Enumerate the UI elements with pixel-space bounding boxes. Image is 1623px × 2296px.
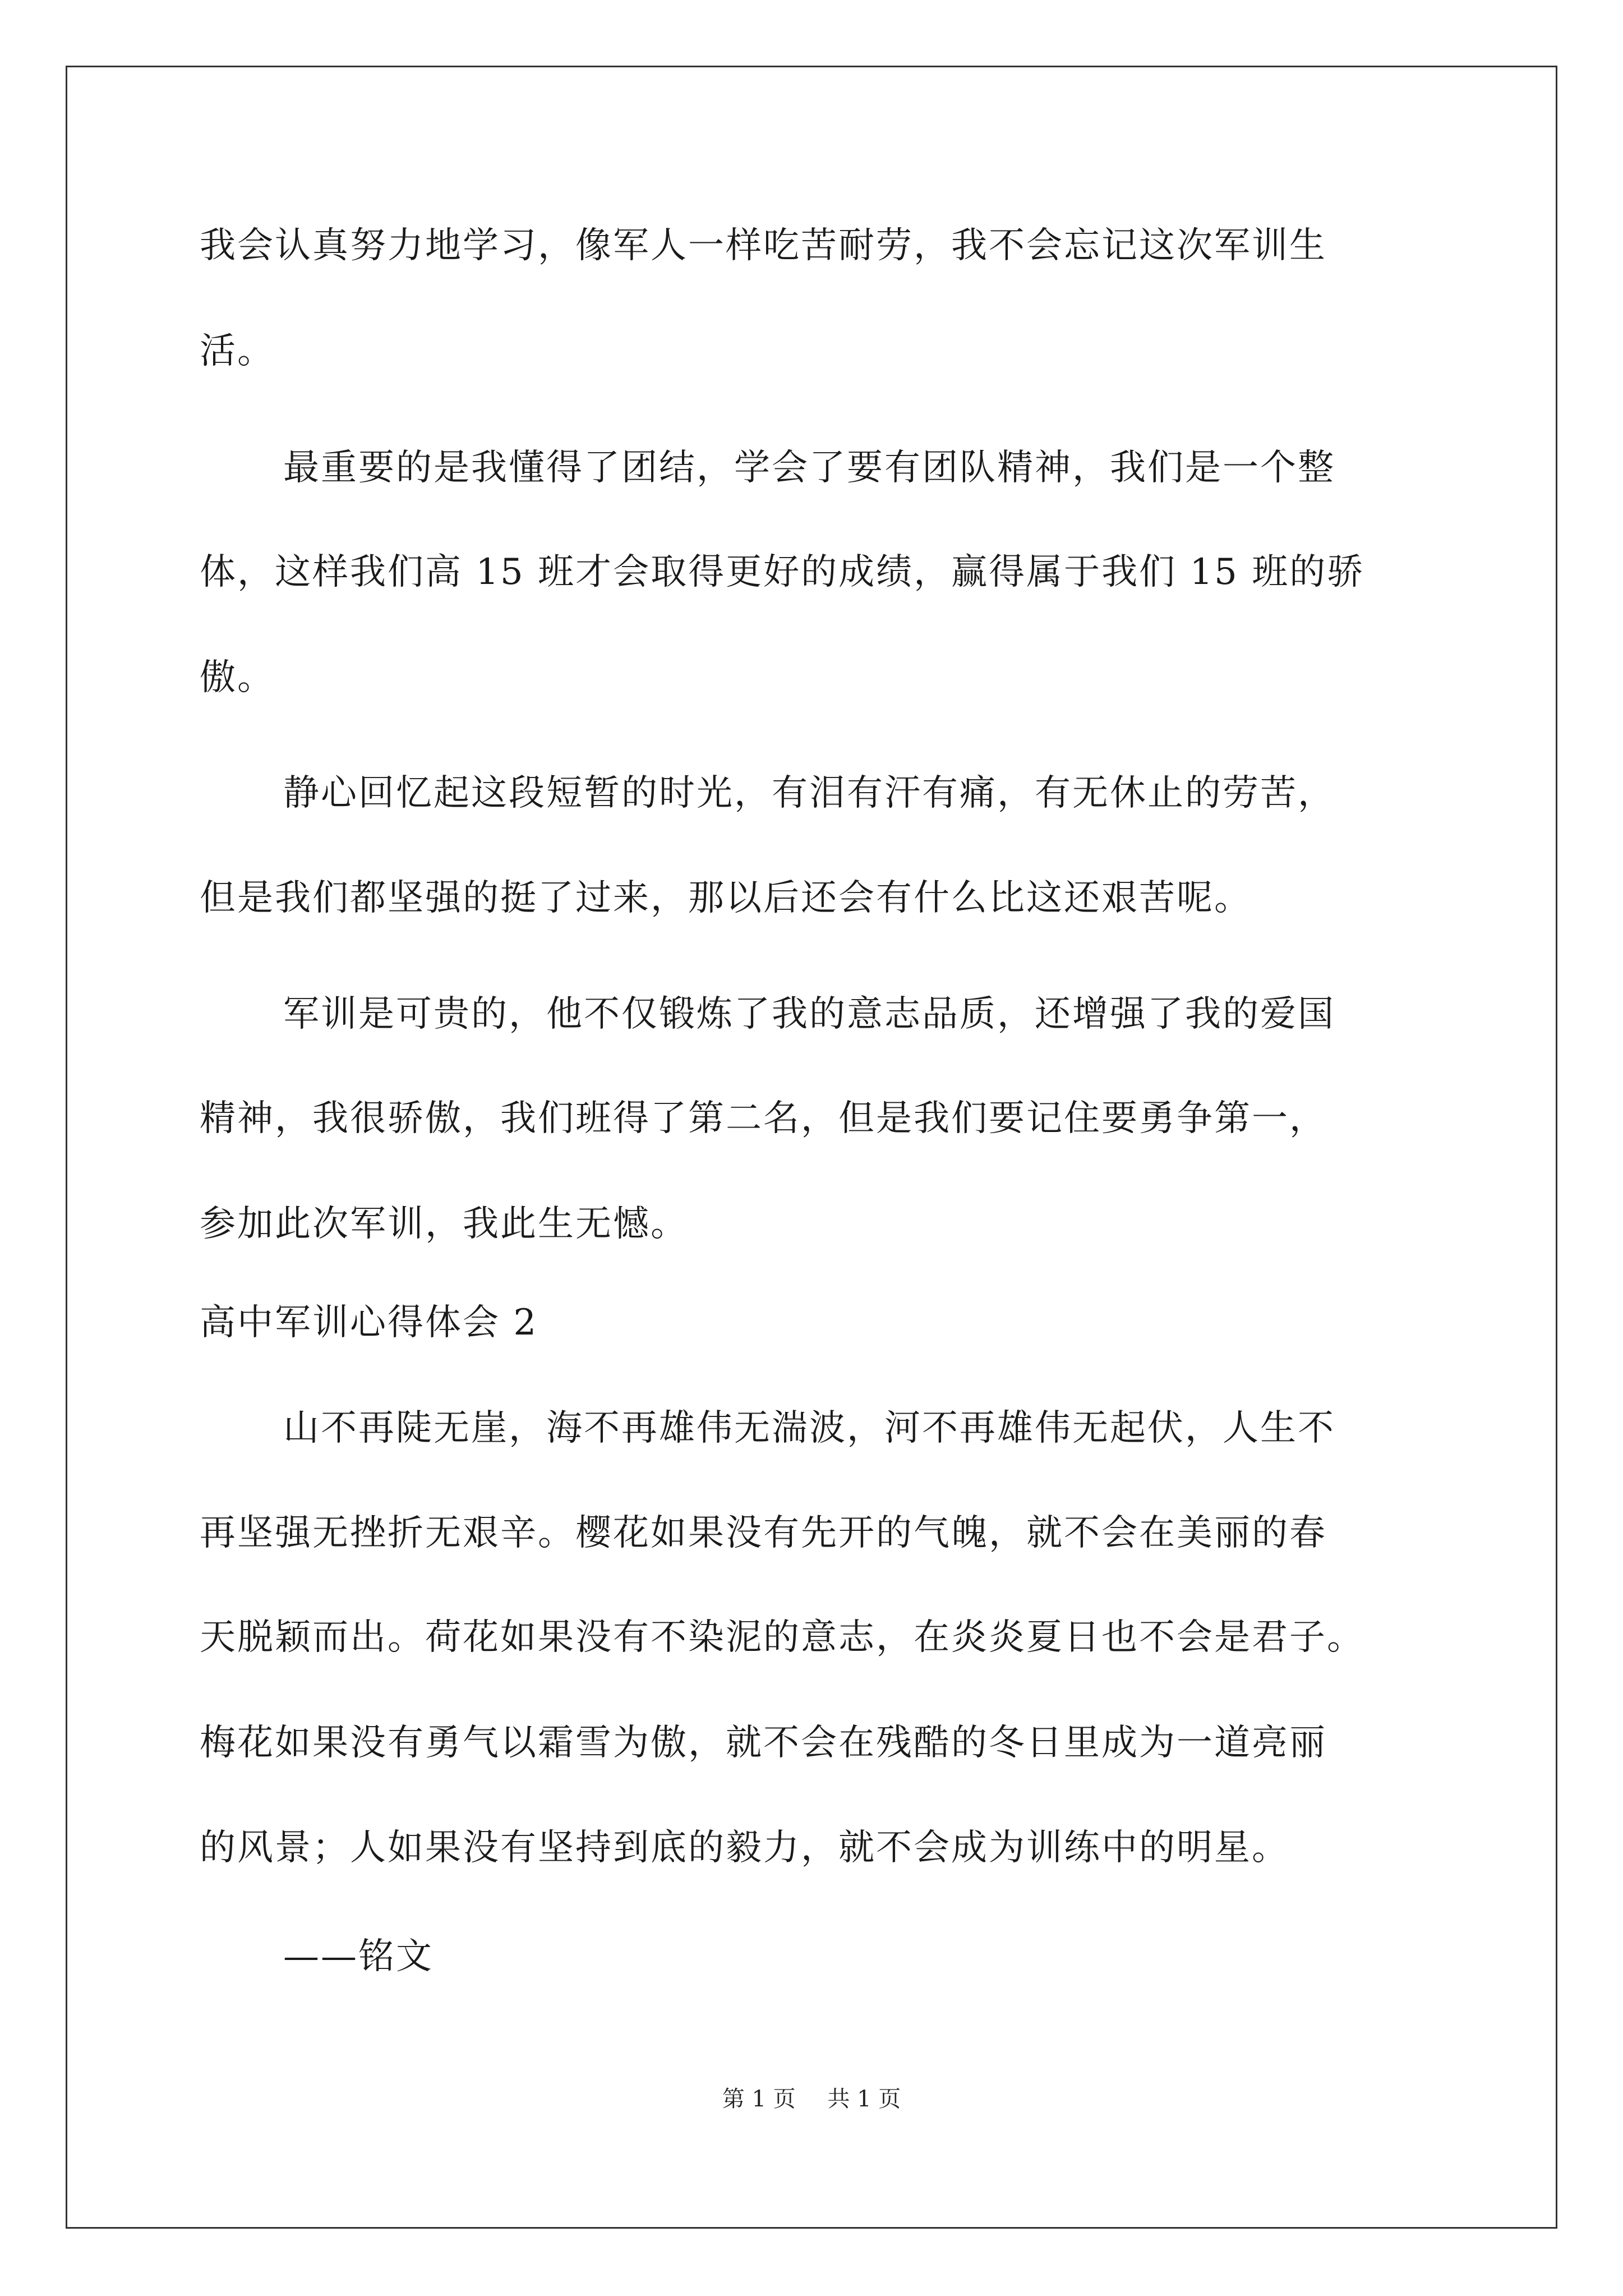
text-line: 但是我们都坚强的挺了过来，那以后还会有什么比这还艰苦呢。	[200, 877, 1252, 919]
text-line: 我会认真努力地学习，像军人一样吃苦耐劳，我不会忘记这次军训生	[200, 225, 1327, 266]
text-line: 静心回忆起这段短暂的时光，有泪有汗有痛，有无休止的劳苦，	[283, 772, 1335, 814]
text-line: 傲。	[200, 657, 275, 698]
text-line: 参加此次军训，我此生无憾。	[200, 1203, 688, 1245]
text-line: 活。	[200, 330, 275, 372]
text-line: 梅花如果没有勇气以霜雪为傲，就不会在残酷的冬日里成为一道亮丽	[200, 1722, 1327, 1764]
page-total: 共 1 页	[827, 2086, 901, 2112]
signature-line: ——铭文	[283, 1936, 434, 1977]
section-heading: 高中军训心得体会 2	[200, 1302, 538, 1343]
text-line: 军训是可贵的，他不仅锻炼了我的意志品质，还增强了我的爱国	[283, 993, 1335, 1035]
text-line: 精神，我很骄傲，我们班得了第二名，但是我们要记住要勇争第一，	[200, 1098, 1327, 1139]
page-number: 第 1 页	[722, 2086, 796, 2112]
text-line: 最重要的是我懂得了团结，学会了要有团队精神，我们是一个整	[283, 447, 1335, 489]
page-border	[66, 66, 1557, 2229]
text-line: 再坚强无挫折无艰辛。樱花如果没有先开的气魄，就不会在美丽的春	[200, 1512, 1327, 1554]
page-footer	[0, 2082, 1623, 2116]
text-line: 的风景；人如果没有坚持到底的毅力，就不会成为训练中的明星。	[200, 1827, 1289, 1869]
text-line: 天脱颖而出。荷花如果没有不染泥的意志，在炎炎夏日也不会是君子。	[200, 1617, 1364, 1658]
text-line: 体，这样我们高 15 班才会取得更好的成绩，赢得属于我们 15 班的骄	[200, 551, 1365, 593]
text-line: 山不再陡无崖，海不再雄伟无湍波，河不再雄伟无起伏，人生不	[283, 1407, 1335, 1449]
